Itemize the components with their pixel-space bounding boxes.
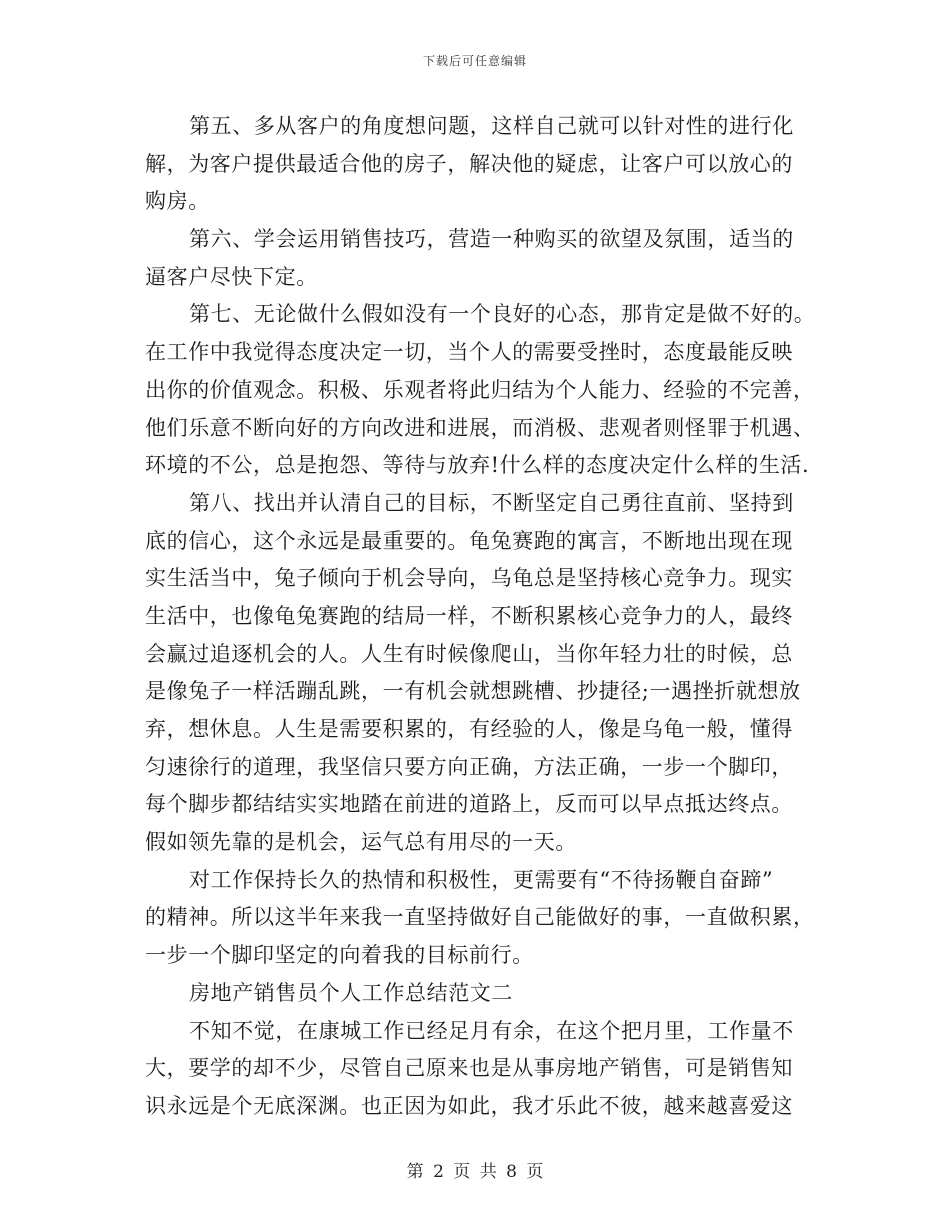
body-line: 底的信心，这个永远是最重要的。龟兔赛跑的寓言，不断地出现在现 [145, 528, 793, 553]
body-line: 弃，想休息。人生是需要积累的，有经验的人，像是乌龟一般，懂得 [145, 717, 793, 741]
body-line: 会赢过追逐机会的人。人生有时候像爬山，当你年轻力壮的时候，总 [145, 641, 793, 666]
body-line: 的精神。所以这半年来我一直坚持做好自己能做好的事，一直做积累， [145, 905, 815, 930]
body-line: 逼客户尽快下定。 [145, 264, 318, 289]
body-line: 每个脚步都结结实实地踏在前进的道路上，反而可以早点抵达终点。 [145, 792, 793, 817]
body-line: 购房。 [145, 189, 210, 214]
page-footer-number: 第 2 页 共 8 页 [406, 1162, 544, 1182]
body-line: 大，要学的却不少，尽管自己原来也是从事房地产销售，可是销售知 [145, 1056, 793, 1081]
body-line: 第六、学会运用销售技巧，营造一种购买的欲望及氛围，适当的 [189, 227, 794, 252]
body-line: 在工作中我觉得态度决定一切，当个人的需要受挫时，态度最能反映 [145, 340, 793, 365]
body-line: 一步一个脚印坚定的向着我的目标前行。 [145, 943, 534, 968]
document-body [145, 108, 815, 1126]
body-line: 实生活当中，兔子倾向于机会导向，乌龟总是坚持核心竞争力。现实 [145, 566, 793, 591]
body-line: 识永远是个无底深渊。也正因为如此，我才乐此不彼，越来越喜爱这 [145, 1093, 793, 1118]
body-line: 第五、多从客户的角度想问题，这样自己就可以针对性的进行化 [189, 114, 794, 138]
body-line: 第七、无论做什么假如没有一个良好的心态，那肯定是做不好的。 [189, 302, 816, 327]
body-line: 第八、找出并认清自己的目标，不断坚定自己勇往直前、坚持到 [189, 490, 794, 515]
body-line: 不知不觉，在康城工作已经足月有余，在这个把月里，工作量不 [189, 1018, 794, 1043]
body-line: 是像兔子一样活蹦乱跳，一有机会就想跳槽、抄捷径;一遇挫折就想放 [145, 679, 801, 704]
body-line: 假如领先靠的是机会，运气总有用尽的一天。 [145, 830, 577, 855]
body-line: 环境的不公，总是抱怨、等待与放弃!什么样的态度决定什么样的生活. [145, 453, 810, 478]
section-heading: 房地产销售员个人工作总结范文二 [189, 980, 513, 1005]
body-line: 解，为客户提供最适合他的房子，解决他的疑虑，让客户可以放心的 [145, 151, 793, 176]
body-line: 生活中，也像龟兔赛跑的结局一样，不断积累核心竞争力的人，最终 [145, 603, 793, 628]
body-line: 出你的价值观念。积极、乐观者将此归结为个人能力、经验的不完善， [145, 377, 815, 402]
body-line: 匀速徐行的道理，我坚信只要方向正确，方法正确，一步一个脚印， [145, 754, 793, 779]
page-header-note: 下载后可任意编辑 [422, 54, 527, 68]
body-line: 他们乐意不断向好的方向改进和进展，而消极、悲观者则怪罪于机遇、 [145, 415, 815, 440]
body-line: 对工作保持长久的热情和积极性，更需要有“不待扬鞭自奋蹄” [189, 867, 774, 892]
